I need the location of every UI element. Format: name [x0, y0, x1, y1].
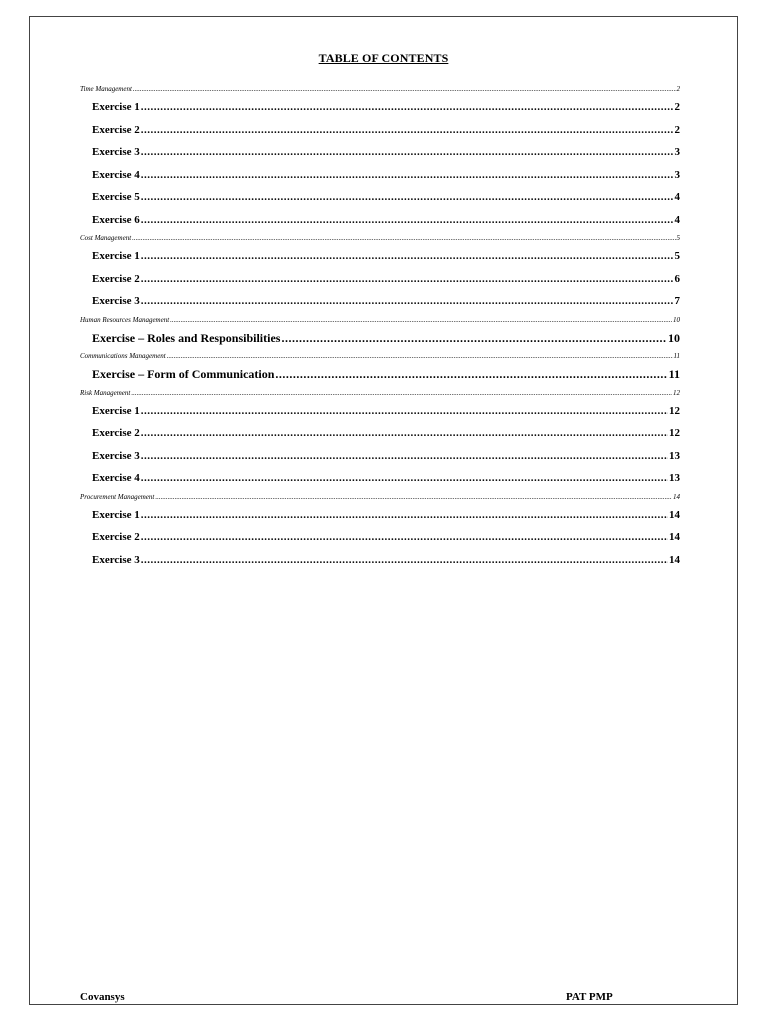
- toc-section-link[interactable]: [80, 231, 680, 245]
- toc-page-number: 14: [669, 553, 680, 566]
- toc-entry-label: Exercise 5: [92, 191, 140, 203]
- toc-page-number: 10: [673, 315, 680, 324]
- footer-company: Covansys: [80, 991, 125, 1003]
- toc-entry-label: Exercise 2: [92, 272, 140, 285]
- dot-leader: [141, 467, 668, 490]
- toc-entry-link[interactable]: [80, 549, 680, 572]
- dot-leader: [141, 400, 668, 423]
- toc-entry-label: Exercise 2: [92, 531, 140, 543]
- toc-page-number: 3: [674, 168, 680, 181]
- toc-entry-link[interactable]: [80, 245, 680, 268]
- dot-leader: [167, 349, 673, 363]
- toc-section-label: Time Management: [80, 85, 132, 93]
- dot-leader: [141, 245, 674, 268]
- toc-page-number: 11: [673, 352, 680, 360]
- toc-entry-link[interactable]: [80, 526, 680, 549]
- toc-page-number: 2: [674, 123, 680, 136]
- toc-list: [80, 82, 680, 571]
- dot-leader: [131, 386, 672, 400]
- dot-leader: [141, 186, 674, 209]
- dot-leader: [141, 141, 674, 164]
- dot-leader: [141, 96, 674, 119]
- dot-leader: [141, 268, 674, 291]
- toc-entry-label: Exercise 2: [92, 123, 140, 136]
- toc-entry-label: Exercise 1: [92, 508, 140, 521]
- toc-entry-link[interactable]: [80, 504, 680, 527]
- dot-leader: [141, 290, 674, 313]
- toc-entry-label: Exercise – Roles and Responsibilities: [92, 330, 281, 345]
- dot-leader: [141, 445, 668, 468]
- toc-entry-label: Exercise 1: [92, 404, 140, 417]
- toc-page-number: 14: [669, 531, 680, 543]
- toc-page-number: 13: [669, 472, 680, 484]
- toc-section-link[interactable]: [80, 313, 680, 327]
- toc-section-link[interactable]: [80, 386, 680, 400]
- toc-page-number: 5: [676, 234, 680, 242]
- toc-section-label: Cost Management: [80, 234, 132, 242]
- toc-entry-link[interactable]: [80, 268, 680, 291]
- dot-leader: [132, 231, 675, 245]
- toc-entry-label: Exercise 3: [92, 146, 140, 158]
- toc-page-number: 7: [674, 295, 680, 307]
- toc-entry-label: Exercise 2: [92, 427, 140, 439]
- toc-entry-label: Exercise 4: [92, 472, 140, 484]
- toc-page-number: 10: [668, 330, 680, 345]
- toc-entry-link[interactable]: [80, 186, 680, 209]
- dot-leader: [141, 504, 668, 527]
- toc-section-label: Human Resources Management: [80, 315, 170, 324]
- toc-page-number: 6: [674, 272, 680, 285]
- toc-entry-label: Exercise 3: [92, 295, 140, 307]
- toc-section-label: Procurement Management: [80, 492, 155, 501]
- footer-course: PAT PMP: [566, 991, 613, 1003]
- toc-entry-link[interactable]: [80, 141, 680, 164]
- toc-entry-label: Exercise 3: [92, 553, 140, 566]
- dot-leader: [133, 82, 676, 96]
- toc-entry-link[interactable]: [80, 96, 680, 119]
- dot-leader: [281, 327, 667, 350]
- toc-entry-label: Exercise 3: [92, 449, 140, 462]
- toc-section-link[interactable]: [80, 349, 680, 363]
- toc-entry-label: Exercise – Form of Communication: [92, 367, 275, 381]
- toc-title: TABLE OF CONTENTS: [318, 51, 449, 65]
- toc-entry-link[interactable]: [80, 445, 680, 468]
- dot-leader: [170, 313, 672, 327]
- dot-leader: [141, 526, 668, 549]
- dot-leader: [141, 209, 674, 232]
- toc-page-number: 2: [674, 101, 680, 113]
- dot-leader: [275, 363, 667, 386]
- dot-leader: [141, 119, 674, 142]
- dot-leader: [155, 490, 672, 504]
- toc-page-number: 12: [669, 427, 680, 439]
- toc-page-number: 14: [669, 508, 680, 521]
- toc-page-number: 13: [669, 449, 680, 462]
- toc-entry-label: Exercise 6: [92, 213, 140, 226]
- toc-page-number: 4: [674, 213, 680, 226]
- toc-page-number: 14: [673, 492, 680, 501]
- toc-page-number: 12: [669, 404, 680, 417]
- dot-leader: [141, 422, 668, 445]
- toc-section-label: Risk Management: [80, 388, 131, 397]
- dot-leader: [141, 164, 674, 187]
- toc-section-link[interactable]: [80, 82, 680, 96]
- toc-entry-link[interactable]: [80, 467, 680, 490]
- toc-entry-label: Exercise 1: [92, 101, 140, 113]
- toc-page-number: 4: [674, 191, 680, 203]
- toc-page-number: 11: [668, 367, 680, 381]
- toc-entry-link[interactable]: [80, 400, 680, 423]
- toc-entry-link[interactable]: [80, 363, 680, 386]
- toc-page-number: 3: [674, 146, 680, 158]
- toc-entry-link[interactable]: [80, 422, 680, 445]
- toc-section-label: Communications Management: [80, 352, 166, 360]
- toc-page-number: 2: [676, 85, 680, 93]
- toc-entry-link[interactable]: [80, 119, 680, 142]
- toc-entry-link[interactable]: [80, 290, 680, 313]
- toc-entry-label: Exercise 1: [92, 250, 140, 262]
- toc-entry-link[interactable]: [80, 164, 680, 187]
- toc-page-number: 12: [673, 388, 680, 397]
- dot-leader: [141, 549, 668, 572]
- toc-section-link[interactable]: [80, 490, 680, 504]
- toc-entry-link[interactable]: [80, 209, 680, 232]
- toc-page-number: 5: [674, 250, 680, 262]
- toc-entry-label: Exercise 4: [92, 168, 140, 181]
- toc-entry-link[interactable]: [80, 327, 680, 350]
